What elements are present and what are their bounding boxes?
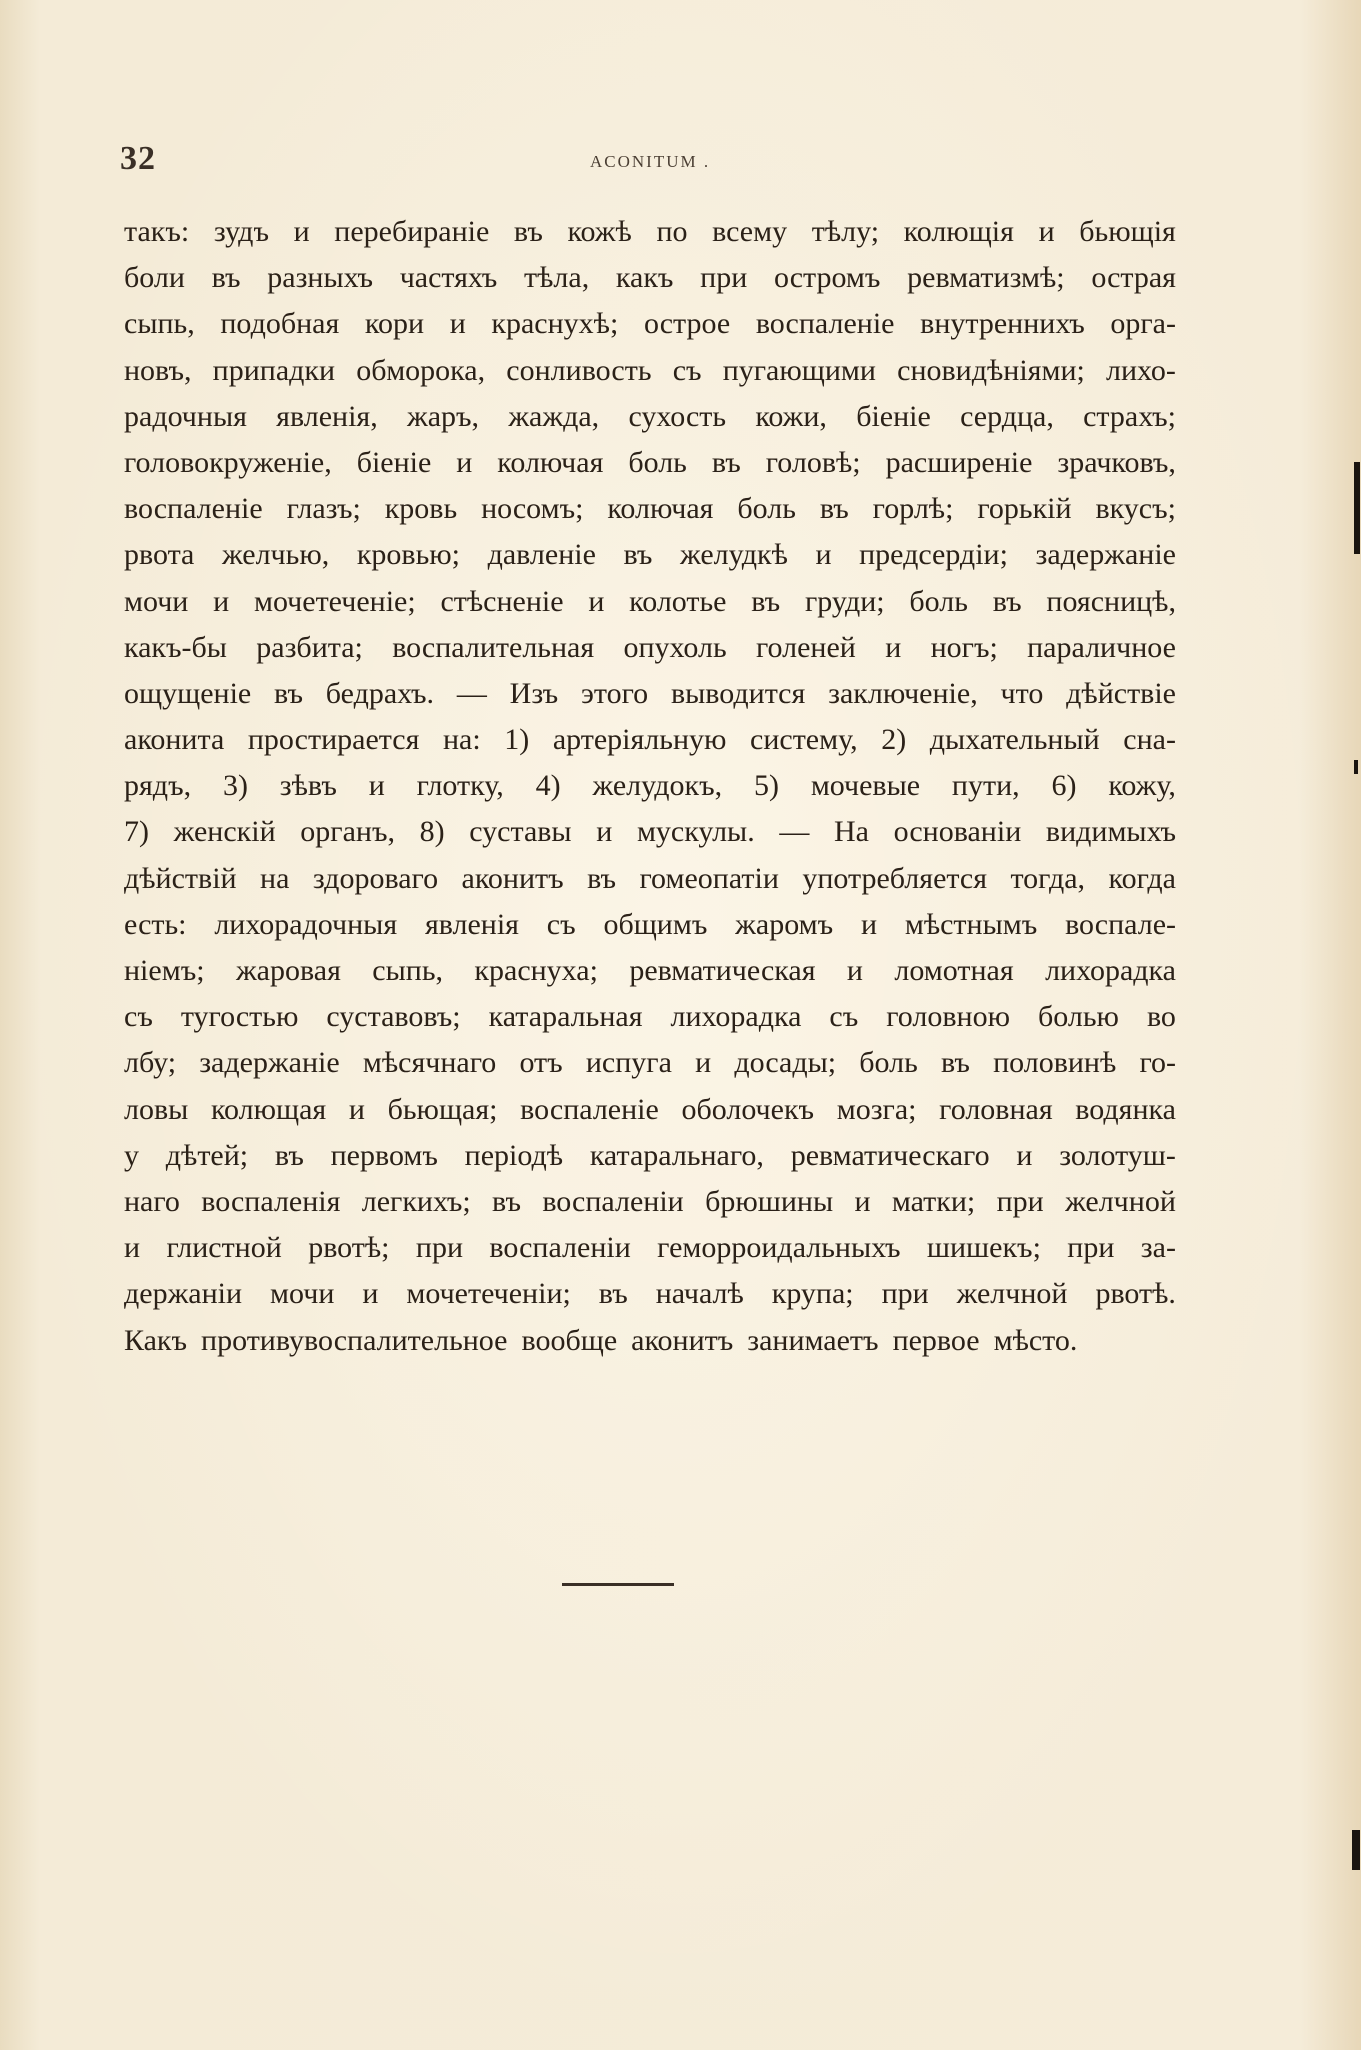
word: тогда, (1010, 861, 1086, 895)
word: бiенiе (356, 445, 432, 479)
word: и (456, 445, 473, 479)
word: колющая (210, 1092, 327, 1126)
word: мочи (270, 1277, 335, 1311)
word: и (368, 769, 385, 803)
word: желчной (1065, 1184, 1176, 1218)
text-line (124, 717, 1176, 763)
word: съ (829, 1000, 859, 1034)
word: тѣлу; (811, 215, 880, 248)
running-head: ACONITUM . (590, 152, 711, 171)
text-line (124, 856, 1176, 902)
word: кровь (384, 492, 458, 526)
word: вкусъ; (1095, 492, 1176, 526)
word: за- (1140, 1231, 1176, 1265)
word: колющiя (903, 215, 1014, 248)
word: разныхъ (267, 261, 373, 295)
word: видимыхъ (1045, 815, 1176, 849)
word: внутреннихъ (920, 307, 1085, 341)
word: въ (587, 861, 617, 895)
word: сыпь, (124, 307, 195, 341)
word: рядъ, (124, 769, 192, 803)
word: и (348, 1092, 365, 1126)
word: мѣсто. (993, 1323, 1078, 1357)
body-text (124, 209, 1176, 1364)
word: аконита (124, 723, 225, 757)
word: желудокъ, (592, 769, 723, 803)
word: брюшины (705, 1184, 834, 1218)
word: что (1000, 676, 1044, 710)
word: у (124, 1138, 139, 1172)
word: воспаленiя (201, 1184, 341, 1218)
word: груди; (804, 584, 885, 618)
word: матки; (891, 1184, 976, 1218)
word: какъ (615, 261, 674, 295)
word: при (996, 1184, 1044, 1218)
word: голеней (755, 630, 856, 664)
word: боль (909, 584, 968, 618)
word: лихорадочныя (214, 907, 398, 941)
word: сна- (1123, 723, 1176, 757)
word: аконитъ (631, 1323, 734, 1357)
word: пути, (951, 769, 1020, 803)
word: головокруженiе, (124, 445, 332, 479)
word: ногъ; (930, 630, 998, 664)
word: жаровая (235, 954, 341, 987)
word: на (260, 861, 290, 895)
text-line (124, 1133, 1176, 1179)
word: и (846, 954, 863, 987)
text-line (124, 255, 1176, 301)
word: страхъ; (1083, 399, 1176, 433)
word: съ (546, 907, 576, 941)
word: ревматизмѣ; (907, 261, 1065, 295)
edge-mark (1354, 462, 1360, 554)
word: суставовъ; (326, 1000, 461, 1034)
word: началѣ (655, 1277, 744, 1311)
word: воспале- (1065, 907, 1176, 941)
word: пугающими (722, 353, 876, 387)
word: выводится (670, 676, 806, 710)
word: и (1016, 1138, 1033, 1172)
word: 8) (419, 815, 445, 849)
word: желчью, (221, 538, 330, 572)
word: явленiя, (276, 399, 378, 433)
edge-mark (1352, 1830, 1360, 1870)
word: первомъ (330, 1138, 438, 1172)
word: этого (581, 676, 649, 710)
word: и (695, 1046, 712, 1080)
word: поясницѣ, (1046, 584, 1176, 618)
word: лихо- (1106, 353, 1176, 387)
text-line (124, 1087, 1176, 1133)
word: орга- (1110, 307, 1176, 341)
word: кожѣ (567, 215, 632, 248)
word: катаральнаго, (589, 1138, 764, 1172)
word: 4) (535, 769, 561, 803)
text-line (124, 625, 1176, 671)
word: женскiй (173, 815, 276, 849)
text-line (124, 348, 1176, 394)
word: съ (124, 1000, 153, 1034)
word: кровью; (356, 538, 460, 572)
text-line (124, 948, 1176, 994)
word: мозга; (836, 1092, 917, 1126)
word: 1) (504, 723, 530, 757)
word: при (881, 1277, 929, 1311)
word: 6) (1051, 769, 1077, 803)
word: и (815, 538, 832, 572)
word: разбита; (256, 630, 363, 664)
word: и (860, 907, 878, 941)
word: колючая (497, 445, 604, 479)
word: тѣла, (524, 261, 590, 295)
word: дыхательный (929, 723, 1100, 757)
word: воспалительная (392, 630, 595, 664)
word: сыпь, (372, 954, 444, 987)
word: мѣстнымъ (904, 907, 1038, 941)
word: легкихъ; (361, 1184, 471, 1218)
text-line (124, 994, 1176, 1040)
word: органъ, (300, 815, 395, 849)
word: по (656, 215, 688, 248)
word: головною (886, 1000, 1010, 1034)
word: воспаленiе (124, 492, 263, 526)
text-line (124, 301, 1176, 347)
word: такъ: (124, 215, 190, 248)
text-line (124, 809, 1176, 855)
text-line (124, 486, 1176, 532)
word: задержанiе (199, 1046, 340, 1080)
text-line (124, 763, 1176, 809)
word: шишекъ; (926, 1231, 1041, 1265)
word: остромъ (773, 261, 881, 295)
word: глотку, (416, 769, 504, 803)
word: и (213, 584, 230, 618)
word: кожу, (1108, 769, 1176, 803)
word: перiодѣ (464, 1138, 564, 1172)
word: — (456, 676, 487, 710)
word: зѣвъ (279, 769, 337, 803)
word: дѣйствiй (124, 861, 237, 895)
word: жаръ, (406, 399, 480, 433)
word: въ (211, 261, 241, 295)
word: Изъ (509, 676, 559, 710)
word: бiенiе (856, 399, 931, 433)
word: заключенiе, (828, 676, 978, 710)
word: перебиранiе (334, 215, 490, 248)
word: половинѣ (993, 1046, 1117, 1080)
word: ломотная (894, 954, 1014, 987)
word: рвотѣ; (308, 1231, 390, 1265)
text-line (124, 209, 1176, 255)
text-line (124, 394, 1176, 440)
word: ощущенiе (124, 676, 252, 710)
word: во (1146, 1000, 1176, 1034)
word: крупа; (771, 1277, 854, 1311)
word: 3) (222, 769, 248, 803)
word: ловы (124, 1092, 189, 1126)
word: Какъ (124, 1323, 188, 1357)
text-line (124, 671, 1176, 717)
word: и (588, 584, 605, 618)
word: давленiе (487, 538, 596, 572)
word: гомеопатiи (639, 861, 779, 895)
word: дѣйствiе (1066, 676, 1176, 710)
word: боли (124, 261, 185, 295)
word: какъ-бы (124, 630, 227, 664)
word: горлѣ; (872, 492, 954, 526)
word: горькiй (977, 492, 1072, 526)
word: сонливость (506, 353, 652, 387)
word: лбу; (124, 1046, 177, 1080)
text-line (124, 1040, 1176, 1086)
word: 2) (881, 723, 907, 757)
word: при (700, 261, 748, 295)
word: катаральная (488, 1000, 643, 1034)
text-line (124, 579, 1176, 625)
word: и (449, 307, 466, 341)
word: 5) (753, 769, 779, 803)
word: — (779, 815, 810, 849)
word: мочи (124, 584, 189, 618)
word: зрачковъ, (1057, 445, 1176, 479)
word: и (362, 1277, 379, 1311)
word: воспаленiе (520, 1092, 659, 1126)
word: въ (274, 1138, 304, 1172)
word: дѣтей; (165, 1138, 249, 1172)
word: въ (492, 1184, 521, 1218)
word: въ (274, 676, 303, 710)
word: и (596, 815, 613, 849)
word: мочевые (810, 769, 921, 803)
word: краснухѣ; (491, 307, 619, 341)
page-number: 32 (120, 140, 156, 177)
word: лихорадка (1045, 954, 1176, 987)
word: носомъ; (481, 492, 584, 526)
word: лихорадка (670, 1000, 802, 1034)
word: головѣ; (765, 445, 861, 479)
word: воспаленiе (755, 307, 895, 341)
word: общимъ (603, 907, 708, 941)
word: оболочекъ (681, 1092, 815, 1126)
word: опухоль (623, 630, 727, 664)
word: занимаетъ (747, 1323, 879, 1357)
text-line (124, 1179, 1176, 1225)
word: аконитъ (461, 861, 564, 895)
word: досады; (734, 1046, 837, 1080)
word: кожи, (755, 399, 827, 433)
word: первое (892, 1323, 980, 1357)
word: боль (737, 492, 796, 526)
word: колючая (607, 492, 714, 526)
word: и (885, 630, 902, 664)
word: болью (1038, 1000, 1119, 1034)
word: радочныя (124, 399, 247, 433)
word: въ (992, 584, 1022, 618)
word: и (854, 1184, 871, 1218)
word: сухость (628, 399, 727, 433)
word: жажда, (508, 399, 600, 433)
word: На (833, 815, 869, 849)
word: острое (643, 307, 731, 341)
word: рвота (124, 538, 195, 572)
word: бьющая; (387, 1092, 498, 1126)
word: вообще (521, 1323, 618, 1357)
word: боль (859, 1046, 918, 1080)
word: и (293, 215, 310, 248)
word: въ (623, 538, 653, 572)
word: рвотѣ. (1095, 1277, 1176, 1311)
word: золотуш- (1059, 1138, 1176, 1172)
word: суставы (469, 815, 572, 849)
word: на: (442, 723, 481, 757)
word: сердца, (960, 399, 1054, 433)
word: боль (628, 445, 687, 479)
word: артерiяльную (552, 723, 727, 757)
word: водянка (1075, 1092, 1176, 1126)
word: и (1038, 215, 1055, 248)
word: воспаленiи (489, 1231, 631, 1265)
word: параличное (1027, 630, 1176, 664)
word: въ (711, 445, 741, 479)
word: всему (712, 215, 788, 248)
word: бедрахъ. (325, 676, 435, 710)
word: колотье (629, 584, 727, 618)
word: простирается (247, 723, 420, 757)
word: въ (940, 1046, 970, 1080)
edge-mark (1354, 760, 1358, 774)
word: мѣсячнаго (362, 1046, 497, 1080)
word: глистной (166, 1231, 282, 1265)
word: когда (1108, 861, 1176, 895)
word: тугостью (180, 1000, 299, 1034)
word: наго (124, 1184, 180, 1218)
text-line (124, 1225, 1176, 1271)
word: употребляется (802, 861, 987, 895)
word: воспаленiи (542, 1184, 684, 1218)
word: противувоспалительное (201, 1323, 508, 1357)
text-line (124, 1271, 1176, 1317)
word: глазъ; (286, 492, 361, 526)
word: желудкѣ (680, 538, 788, 572)
word: обморока, (356, 353, 486, 387)
word: желчной (956, 1277, 1068, 1311)
word: припадки (212, 353, 336, 387)
word: стѣсненiе (440, 584, 564, 618)
word: сновидѣнiями; (897, 353, 1085, 387)
text-line (124, 902, 1176, 948)
word: краснуха; (474, 954, 598, 987)
section-divider (562, 1583, 674, 1586)
word: задержанiе (1035, 538, 1176, 572)
word: го- (1139, 1046, 1176, 1080)
word: явленiя (424, 907, 519, 941)
word: испуга (585, 1046, 672, 1080)
word: частяхъ (399, 261, 498, 295)
word: въ (819, 492, 849, 526)
page-header (120, 140, 1176, 180)
word: жаромъ (735, 907, 834, 941)
word: держанiи (124, 1277, 243, 1311)
word: острая (1091, 261, 1176, 295)
word: нiемъ; (124, 954, 205, 987)
word: въ (513, 215, 543, 248)
word: новъ, (124, 353, 192, 387)
word: основанiи (893, 815, 1022, 849)
word: бьющiя (1079, 215, 1176, 248)
word: предсердiи; (859, 538, 1008, 572)
word: систему, (750, 723, 858, 757)
word: при (1067, 1231, 1115, 1265)
word: ревматическаго (790, 1138, 990, 1172)
word: ревматическая (629, 954, 816, 987)
word: въ (598, 1277, 628, 1311)
word: мочетеченiи; (406, 1277, 571, 1311)
word: и (124, 1231, 141, 1265)
word: кори (364, 307, 425, 341)
word: мочетеченiе; (253, 584, 416, 618)
word: геморроидальныхъ (657, 1231, 901, 1265)
word: при (415, 1231, 463, 1265)
word: здороваго (312, 861, 439, 895)
word: подобная (220, 307, 340, 341)
word: расширенiе (885, 445, 1033, 479)
word: 7) (124, 815, 149, 849)
word: есть: (124, 907, 187, 941)
word: мускулы. (636, 815, 755, 849)
word: съ (672, 353, 702, 387)
word: головная (939, 1092, 1053, 1126)
text-line (124, 1318, 1176, 1364)
word: отъ (519, 1046, 563, 1080)
word: зудъ (213, 215, 269, 248)
word: въ (751, 584, 781, 618)
text-line (124, 532, 1176, 578)
text-line (124, 440, 1176, 486)
